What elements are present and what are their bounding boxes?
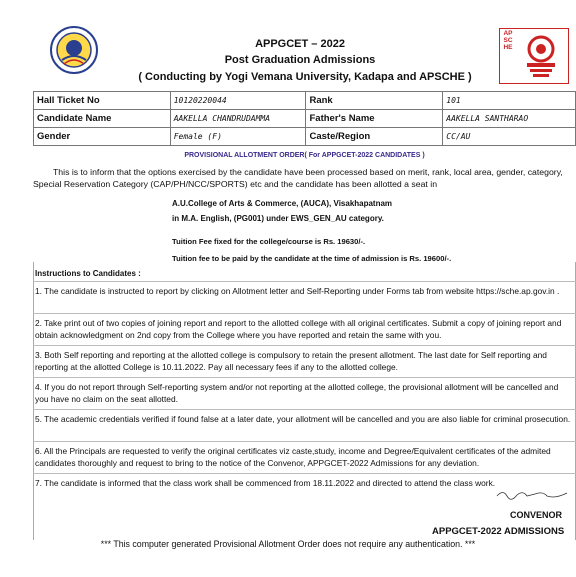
apsche-logo-letters: APSCHE — [503, 30, 513, 51]
hall-ticket-value: 10120220044 — [170, 92, 306, 110]
divider — [33, 345, 576, 346]
convenor-signature — [495, 487, 570, 501]
instruction-5: 5. The academic credentials verified if found false at a later date, your allotment will be cancelled and you are also liable for criminal prosecution. — [35, 414, 571, 424]
gender-label: Gender — [34, 128, 171, 146]
father-name-value: AAKELLA SANTHARAO — [443, 110, 576, 128]
divider — [33, 473, 576, 474]
candidate-info-table — [33, 91, 576, 146]
tuition-fee-fixed: Tuition Fee fixed for the college/course is Rs. 19630/-. — [172, 237, 366, 246]
yvu-emblem-icon — [50, 26, 98, 74]
admissions-label: APPGCET-2022 ADMISSIONS — [432, 526, 565, 537]
apsche-emblem-icon — [518, 31, 564, 81]
allotted-course: in M.A. English, (PG001) under EWS_GEN_AU category. — [172, 214, 384, 223]
caste-region-value: CC/AU — [443, 128, 576, 146]
header-conducting-line: ( Conducting by Yogi Vemana University, Kadapa and APSCHE ) — [138, 71, 472, 83]
divider — [33, 441, 576, 442]
instructions-heading: Instructions to Candidates : — [35, 269, 141, 278]
header-title: APPGCET – 2022 — [255, 38, 345, 50]
instruction-6: 6. All the Principals are requested to verify the original certificates viz caste,study, income and Degree/Equivalent certificates of the admited candidates thoroughly and request to bring to the notice of the Convenor, APPGCET-2022 Admissions for any deviation. — [35, 446, 551, 468]
divider — [33, 313, 576, 314]
tuition-fee-payable: Tuition fee to be paid by the candidate at the time of admission is Rs. 19600/-. — [172, 254, 452, 263]
instruction-2: 2. Take print out of two copies of joining report and report to the allotted college with all original certificates. Submit a copy of joining report and obtain acknowledgment on 2nd copy from the College where you have reported and retain the same with you. — [35, 318, 562, 340]
candidate-name-value: AAKELLA CHANDRUDAMMA — [170, 110, 306, 128]
instruction-7: 7. The candidate is informed that the class work shall be commenced from 18.11.2022 and directed to attend the class work. — [35, 478, 496, 488]
table-row — [34, 110, 576, 128]
apsche-logo — [499, 28, 569, 84]
table-row — [34, 92, 576, 110]
hall-ticket-label: Hall Ticket No — [34, 92, 171, 110]
header-subtitle: Post Graduation Admissions — [224, 54, 376, 66]
document-header — [0, 0, 576, 90]
candidate-name-label: Candidate Name — [34, 110, 171, 128]
provisional-order-title: PROVISIONAL ALLOTMENT ORDER( For APPGCET-2022 CANDIDATES ) — [184, 152, 425, 159]
instruction-4: 4. If you do not report through Self-reporting system and/or not reporting at the allotted college, the provisional allotment will be cancelled and you have no claim on the seat allotted. — [35, 382, 559, 404]
convenor-label: CONVENOR — [510, 510, 563, 520]
footer-note: *** This computer generated Provisional Allotment Order does not require any authentication. *** — [100, 539, 476, 549]
allotted-college: A.U.College of Arts & Commerce, (AUCA), Visakhapatnam — [172, 199, 393, 208]
instruction-1: 1. The candidate is instructed to report by clicking on Allotment letter and Self-Reporting under Forms tab from website https://sche.ap.gov.in . — [35, 286, 560, 296]
caste-region-label: Caste/Region — [306, 128, 443, 146]
rank-label: Rank — [306, 92, 443, 110]
divider — [33, 377, 576, 378]
gender-value: Female (F) — [170, 128, 306, 146]
rank-value: 101 — [443, 92, 576, 110]
instruction-3: 3. Both Self reporting and reporting at the allotted college is compulsory to retain the present allotment. The last date for Self reporting and reporting at the allotted College is 10.11.2022. Pay all necessary fees if any to the allotted college. — [35, 350, 547, 372]
divider — [33, 281, 576, 282]
divider — [33, 409, 576, 410]
intro-paragraph: This is to inform that the options exercised by the candidate have been processed based on merit, rank, local area, gender, category, Special Reservation Category (CAP/PH/NCC/SPORTS) etc and the candidate has been allotted a seat in — [33, 167, 563, 189]
father-name-label: Father's Name — [306, 110, 443, 128]
table-row — [34, 128, 576, 146]
